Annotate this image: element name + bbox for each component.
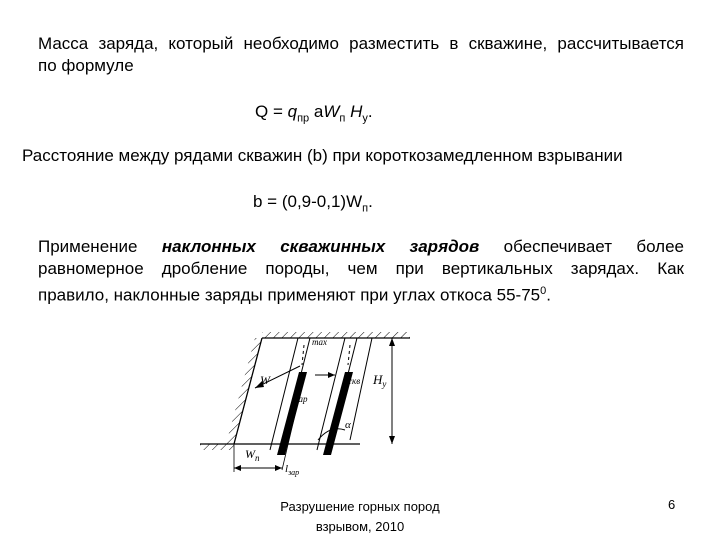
label-skv: скв (348, 376, 361, 386)
label-w: W (260, 373, 270, 387)
footer (250, 497, 470, 537)
label-hu: $H_у$ (373, 372, 387, 389)
footer-line-2: взрывом, 2010 (315, 519, 405, 534)
paragraph-1-line-2: по формуле (38, 56, 134, 75)
paragraph-3-line-1: Применение наклонных скважинных зарядов обеспечивает более (38, 237, 684, 256)
upper-bench-hatch (262, 332, 410, 338)
slope-face (234, 338, 262, 444)
page-number: 6 (668, 497, 676, 512)
paragraph-1-line-1: Масса заряда, который необходимо разместить в скважине, рассчитывается (38, 34, 684, 53)
label-lzar: $l_{зар}$ (285, 463, 300, 477)
formula-charge-mass: $Q = q_{пр}$ $aW_п$ $H_у$. (255, 102, 373, 125)
footer-line-1: Разрушение горных пород (280, 499, 440, 514)
paragraph-3-line-3: правило, наклонные заряды применяют при углах откоса $55-75^0$. (38, 285, 551, 305)
label-alpha: α (345, 419, 351, 431)
paragraph-2: Расстояние между рядами скважин (b) при короткозамедленном взрывании (22, 146, 623, 165)
emphasis-inclined-charges: наклонных скважинных зарядов (161, 237, 480, 256)
label-max: max (312, 337, 327, 347)
charge-1 (277, 372, 307, 455)
lower-bench-hatch (200, 444, 234, 450)
slope-hatch (226, 338, 262, 444)
label-zar: зар (295, 394, 308, 404)
formula-row-spacing: $b = (0,9-0,1)W_п$. (253, 192, 373, 215)
paragraph-3-line-2: равномерное дробление породы, чем при вертикальных зарядах. Как (38, 259, 684, 278)
label-wn: $W_п$ (245, 447, 260, 463)
